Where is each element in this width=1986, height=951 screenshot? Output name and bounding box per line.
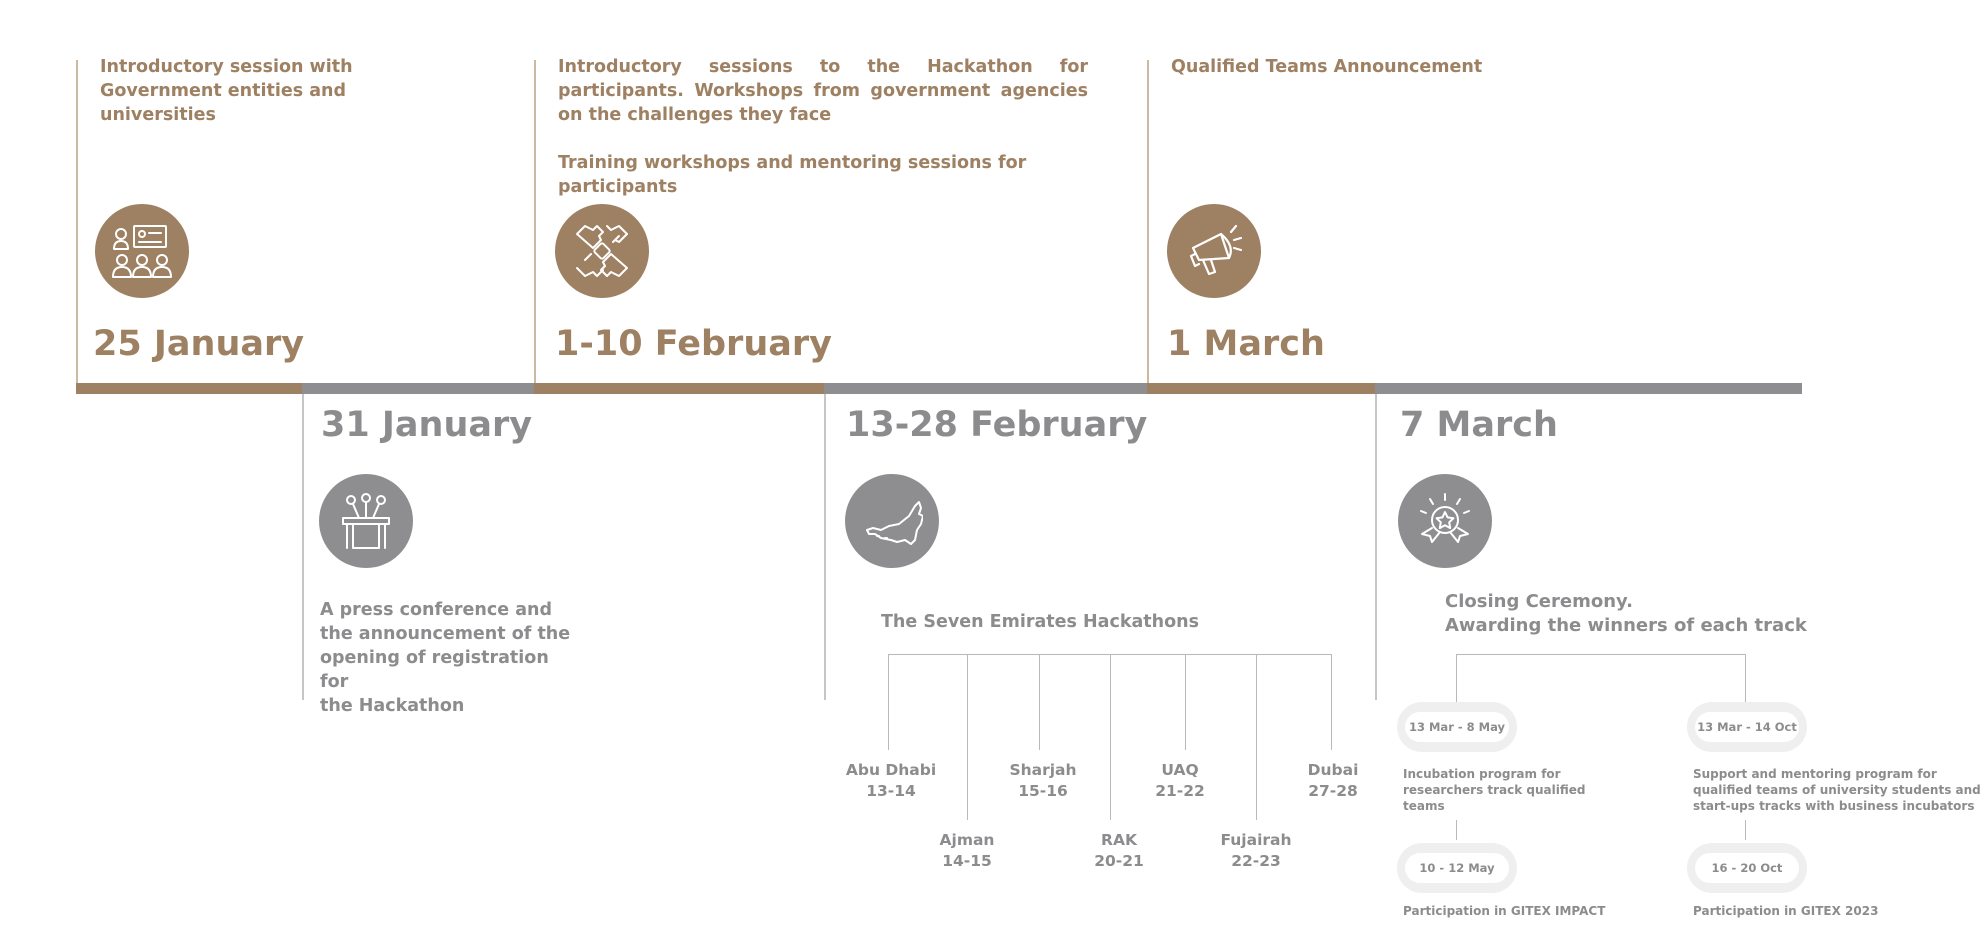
press-podium-icon [319,474,413,568]
description-line: Introductory sessions to the Hackathon for participants. Workshops from government agencies on the challenges they face [558,57,1088,125]
emirate-uaq [1155,760,1205,802]
event-date: 25 January [93,324,305,364]
event-date: 1-10 February [555,324,832,364]
description-line: A press conference and [320,600,553,620]
track-date-pill [1687,702,1807,752]
event-description [881,610,1281,634]
connector-line [1745,654,1746,704]
description-line: Incubation program for [1403,767,1561,781]
emirate-name: Fujairah [1220,831,1292,849]
description-line: qualified teams of university students and [1693,783,1981,797]
timeline-bar-segment [1375,383,1802,394]
description-line: researchers track qualified [1403,783,1586,797]
description-line: The Seven Emirates Hackathons [881,612,1200,632]
description-line: Qualified Teams Announcement [1171,57,1483,77]
connector-line [1185,654,1186,750]
pill-label: 10 - 12 May [1405,853,1509,883]
event-date: 7 March [1400,405,1558,445]
track-date-pill [1397,702,1517,752]
emirate-ajman [940,830,995,872]
track-date-pill [1687,843,1807,893]
connector-line [1456,654,1746,655]
emirate-dates: 15-16 [1018,782,1068,800]
connector-line [967,654,968,820]
description-line: start-ups tracks with business incubators [1693,799,1975,813]
description-line: Training workshops and mentoring sessions for participants [558,153,1027,197]
description-line: the Hackathon [320,696,465,716]
timeline-bar-segment [534,383,824,394]
track-date-pill [1397,843,1517,893]
connector-line [888,654,889,750]
connector-line [1745,820,1746,840]
event-description [1171,55,1571,79]
emirate-dates: 13-14 [866,782,916,800]
connector-line [1256,654,1257,820]
timeline-divider [1375,390,1377,700]
event-description [558,55,1088,199]
event-description [320,598,580,718]
description-line: teams [1403,799,1445,813]
timeline-divider [534,60,536,390]
event-description [1445,590,1895,638]
timeline-divider [302,390,304,700]
pill-label: 13 Mar - 14 Oct [1695,712,1799,742]
timeline-bar-segment [1147,383,1375,394]
emirate-name: UAQ [1161,761,1199,779]
emirate-name: Ajman [939,831,995,849]
connector-line [1456,654,1457,704]
pill-label: 13 Mar - 8 May [1405,712,1509,742]
group-presentation-icon [95,204,189,298]
timeline-divider [76,60,78,390]
emirate-name: RAK [1101,831,1137,849]
timeline-divider [1147,60,1149,390]
uae-map-icon [845,474,939,568]
emirate-dates: 14-15 [942,852,992,870]
timeline-divider [824,390,826,700]
timeline-bar-segment [824,383,1147,394]
emirate-dates: 20-21 [1094,852,1144,870]
description-line: opening of registration for [320,648,549,692]
track-followup: Participation in GITEX IMPACT [1403,904,1606,918]
track-description [1693,766,1983,814]
emirate-dates: 27-28 [1308,782,1358,800]
connector-line [1110,654,1111,820]
description-line: Support and mentoring program for [1693,767,1937,781]
connector-line [1456,820,1457,840]
emirate-dates: 21-22 [1155,782,1205,800]
emirate-dates: 22-23 [1231,852,1281,870]
pill-label: 16 - 20 Oct [1695,853,1799,883]
event-date: 13-28 February [846,405,1148,445]
description-line: Government entities and [100,81,346,101]
emirate-name: Dubai [1307,761,1359,779]
description-line: Closing Ceremony. [1445,591,1633,612]
description-line: Introductory session with [100,57,353,77]
timeline-bar-segment [302,383,534,394]
timeline-bar-segment [76,383,302,394]
connector-line [1331,654,1332,750]
description-line: the announcement of the [320,624,571,644]
connector-line [1039,654,1040,750]
emirate-rak [1094,830,1144,872]
description-line: Awarding the winners of each track [1445,615,1807,636]
emirate-name: Sharjah [1009,761,1077,779]
award-star-icon [1398,474,1492,568]
description-line: universities [100,105,216,125]
emirate-fujairah [1220,830,1291,872]
puzzle-hands-icon [555,204,649,298]
emirate-abu-dhabi [846,760,936,802]
emirate-name: Abu Dhabi [845,761,937,779]
event-description [100,55,430,127]
emirate-sharjah [1009,760,1076,802]
track-followup: Participation in GITEX 2023 [1693,904,1879,918]
event-date: 31 January [321,405,533,445]
megaphone-icon [1167,204,1261,298]
track-description [1403,766,1613,814]
event-date: 1 March [1167,324,1325,364]
emirate-dubai [1308,760,1359,802]
